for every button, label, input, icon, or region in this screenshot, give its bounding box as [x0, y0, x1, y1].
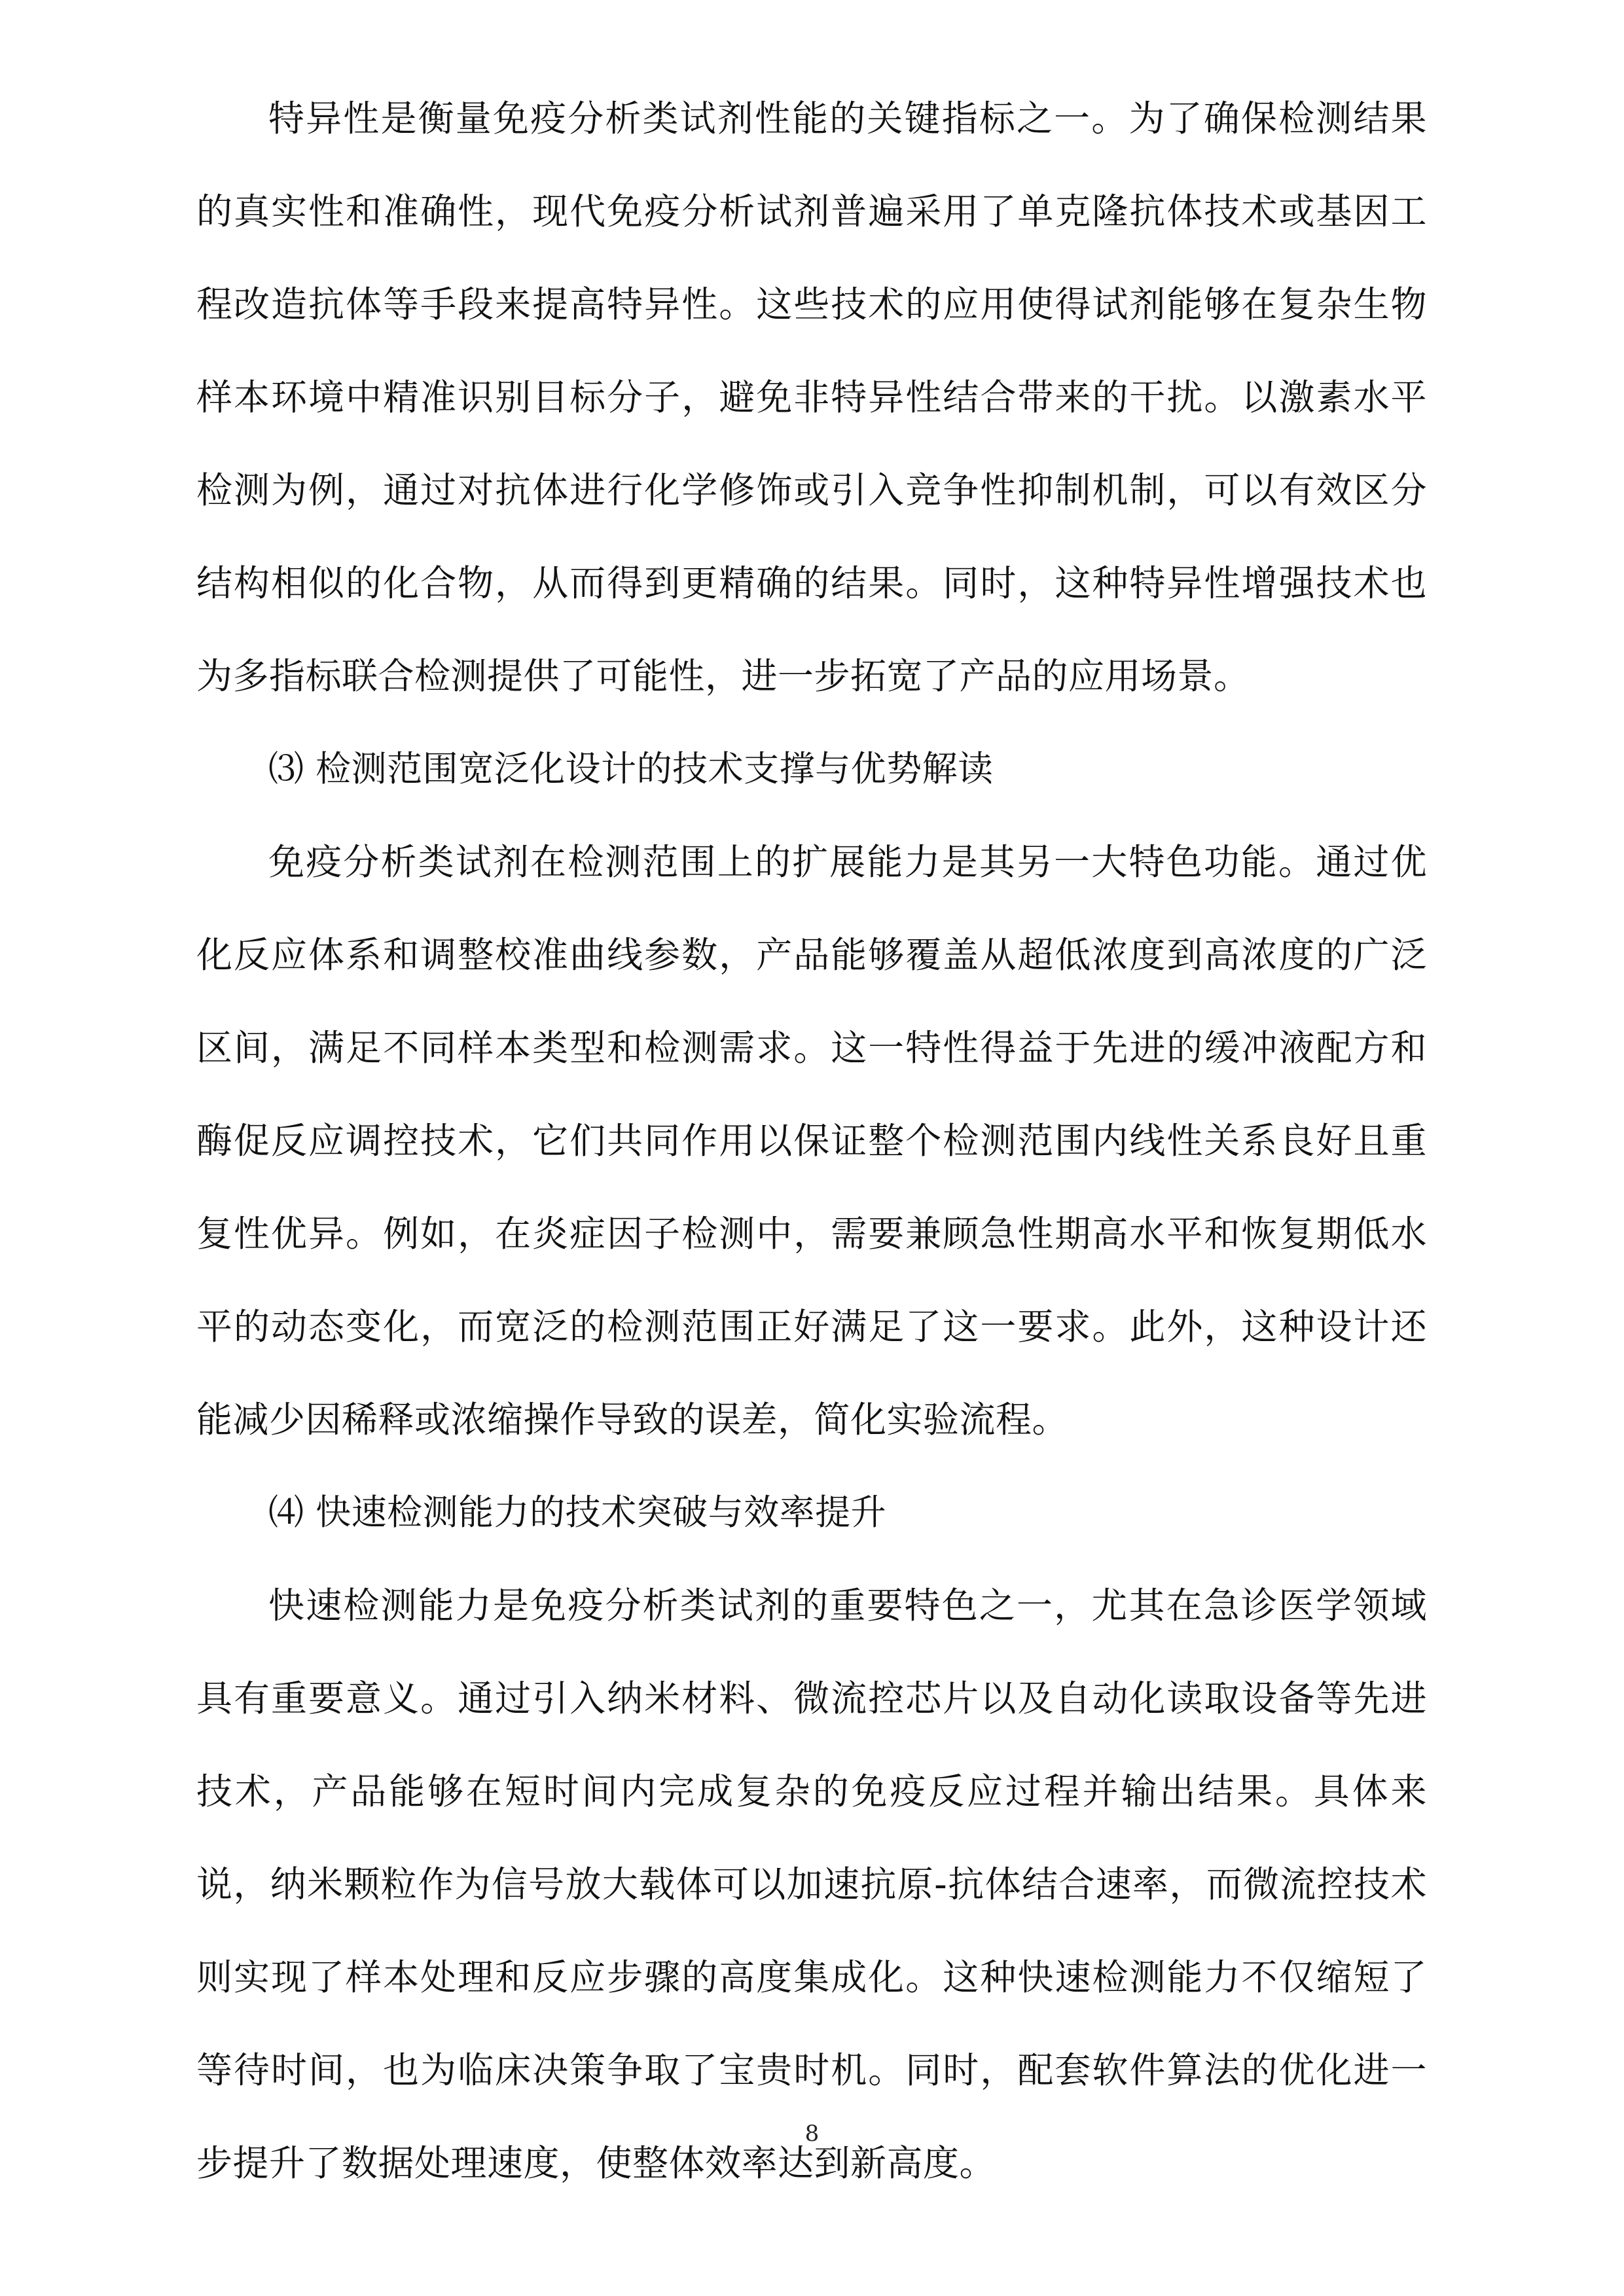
paragraph-detection-range: 免疫分析类试剂在检测范围上的扩展能力是其另一大特色功能。通过优化反应体系和调整校准曲线参数，产品能够覆盖从超低浓度到高浓度的广泛区间，满足不同样本类型和检测需求。这一特性得益于先进的缓冲液配方和酶促反应调控技术，它们共同作用以保证整个检测范围内线性关系良好且重复性优异。例如，在炎症因子检测中，需要兼顾急性期高水平和恢复期低水平的动态变化，而宽泛的检测范围正好满足了这一要求。此外，这种设计还能减少因稀释或浓缩操作导致的误差，简化实验流程。 [196, 841, 1427, 1441]
section-heading-4: ⑷ 快速检测能力的技术突破与效率提升 [268, 1492, 887, 1533]
paragraph-rapid-detection: 快速检测能力是免疫分析类试剂的重要特色之一，尤其在急诊医学领域具有重要意义。通过引入纳米材料、微流控芯片以及自动化读取设备等先进技术，产品能够在短时间内完成复杂的免疫反应过程并输出结果。具体来说，纳米颗粒作为信号放大载体可以加速抗原-抗体结合速率，而微流控技术则实现了样本处理和反应步骤的高度集成化。这种快速检测能力不仅缩短了等待时间，也为临床决策争取了宝贵时机。同时，配套软件算法的优化进一步提升了数据处理速度，使整体效率达到新高度。 [196, 1585, 1427, 2184]
page-number: 8 [804, 2121, 820, 2147]
paragraph-specificity: 特异性是衡量免疫分析类试剂性能的关键指标之一。为了确保检测结果的真实性和准确性，现代免疫分析试剂普遍采用了单克隆抗体技术或基因工程改造抗体等手段来提高特异性。这些技术的应用使得试剂能够在复杂生物样本环境中精准识别目标分子，避免非特异性结合带来的干扰。以激素水平检测为例，通过对抗体进行化学修饰或引入竞争性抑制机制，可以有效区分结构相似的化合物，从而得到更精确的结果。同时，这种特异性增强技术也为多指标联合检测提供了可能性，进一步拓宽了产品的应用场景。 [196, 98, 1427, 697]
document-body [196, 72, 1427, 2210]
section-heading-3: ⑶ 检测范围宽泛化设计的技术支撑与优势解读 [268, 748, 994, 789]
